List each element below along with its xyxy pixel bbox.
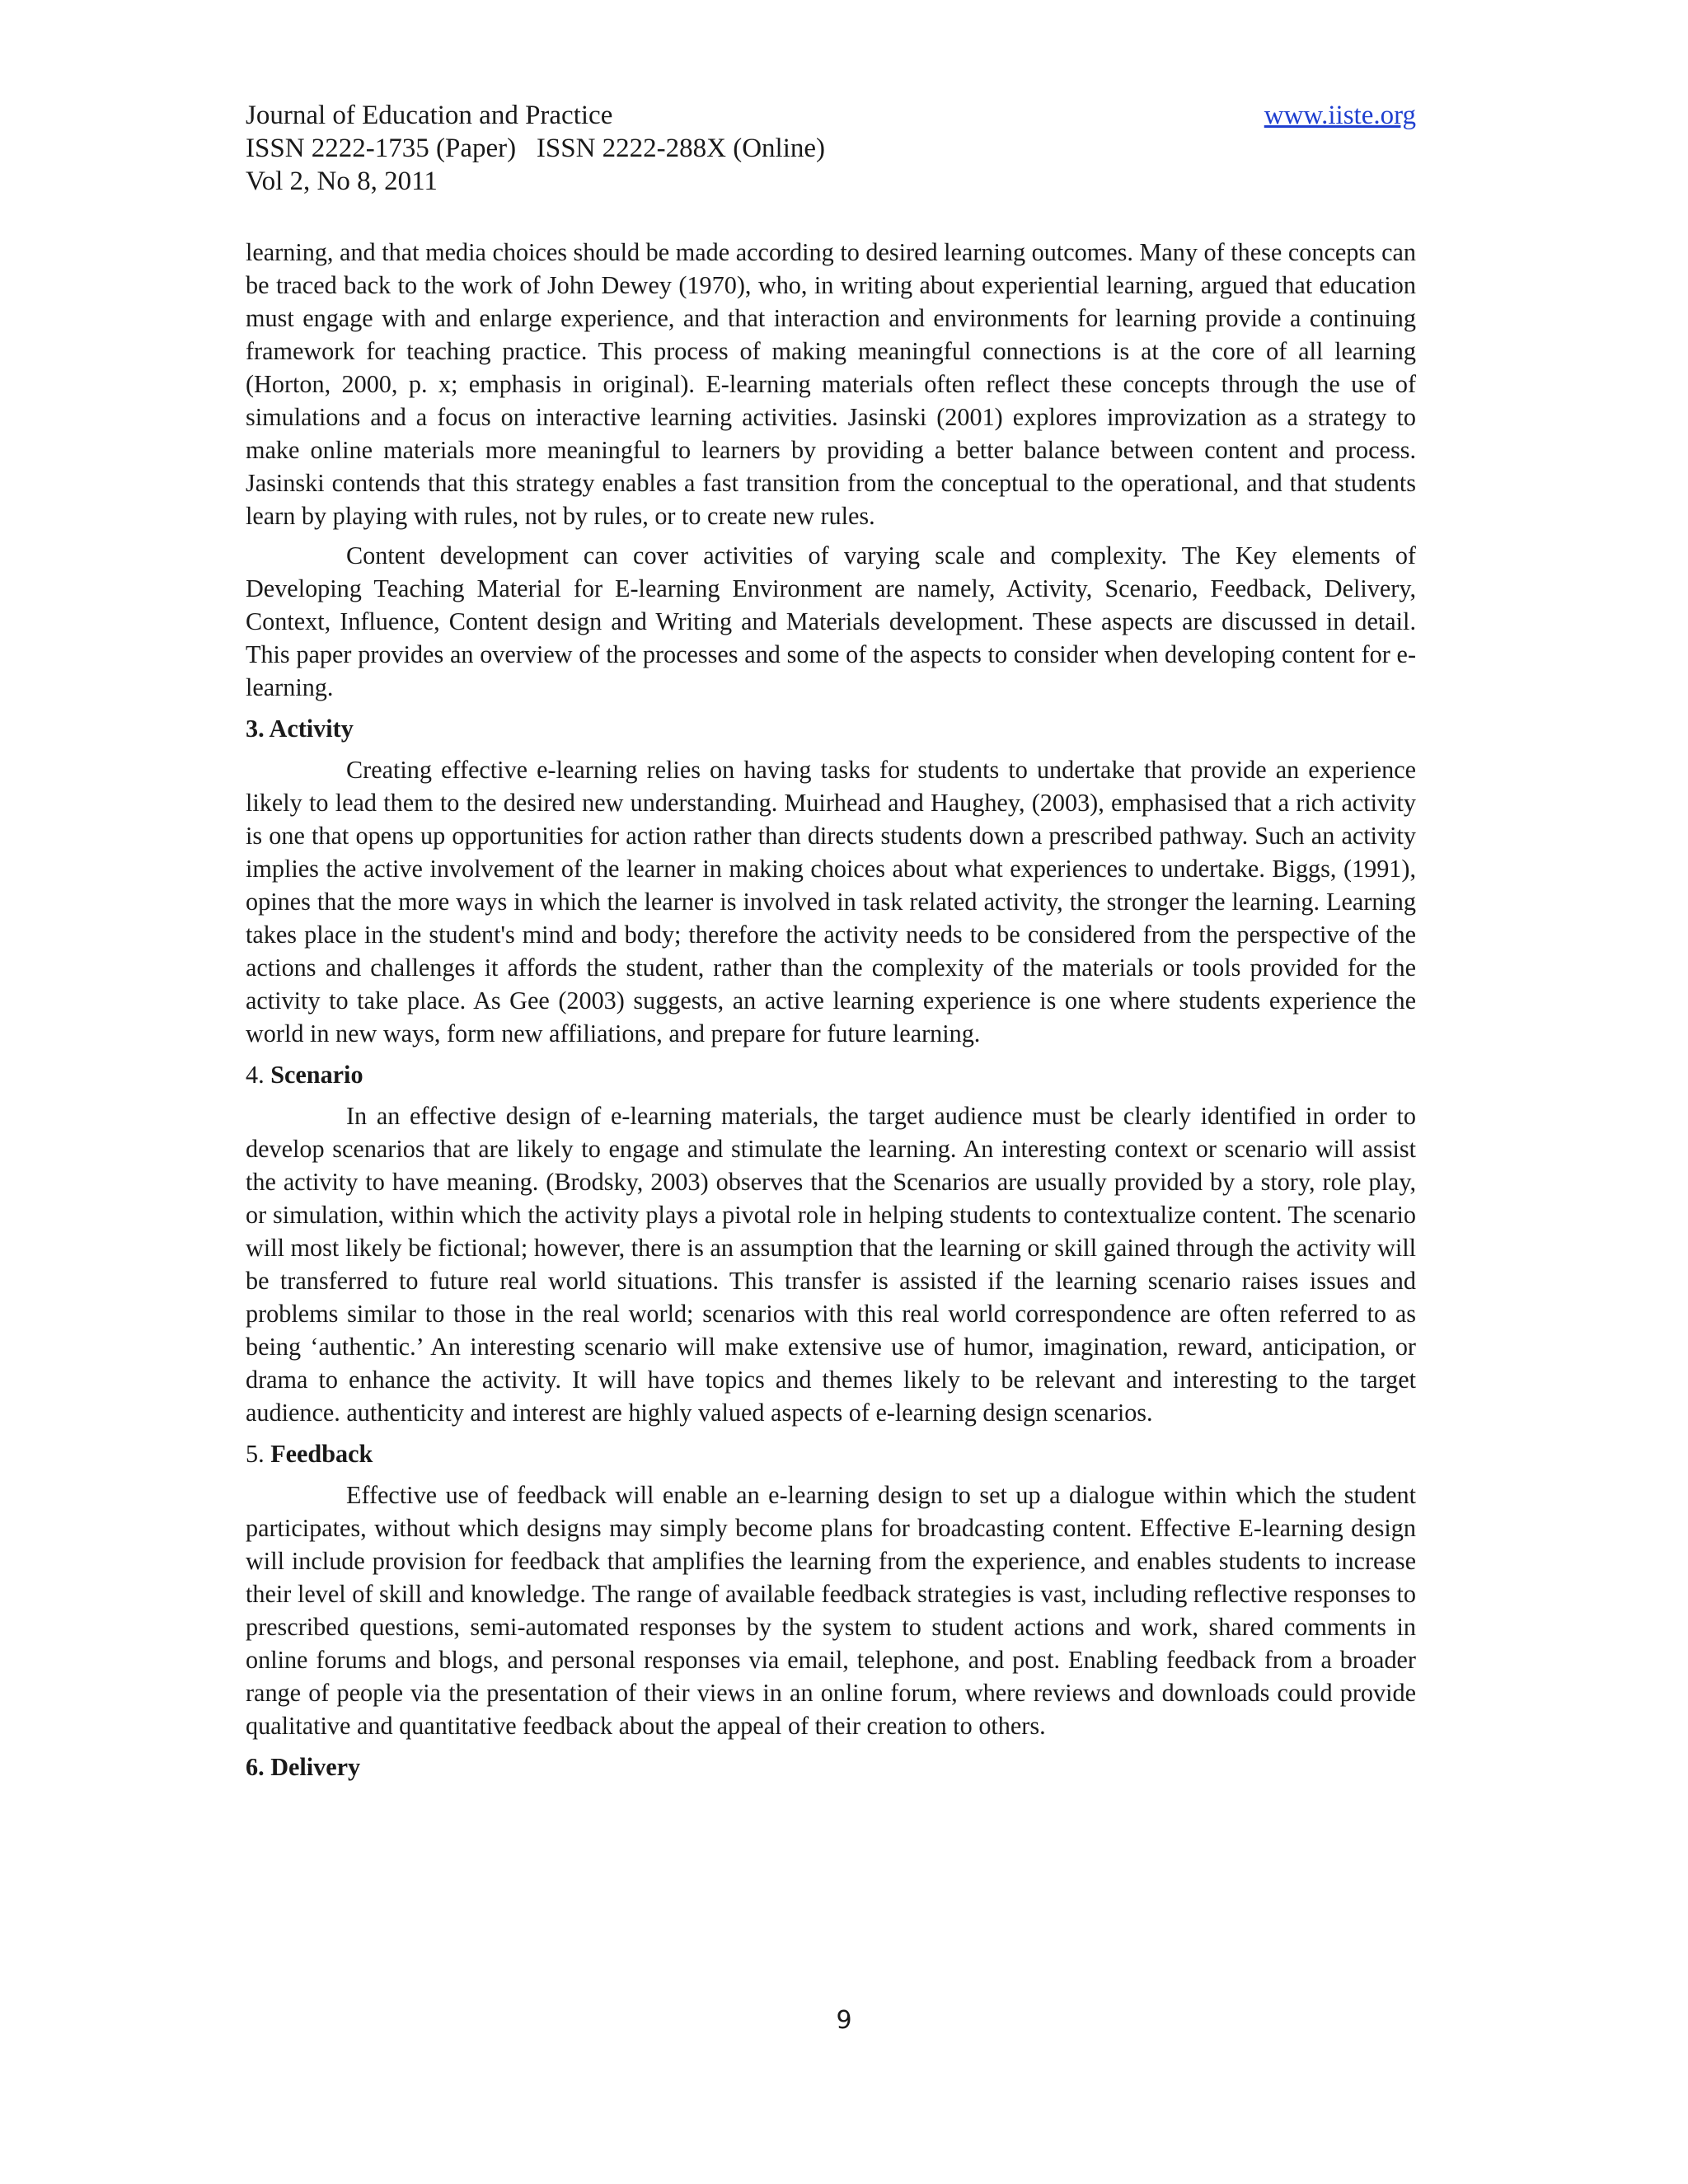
page-number: 9 (836, 2006, 852, 2035)
section-heading-activity (246, 712, 1416, 745)
section-heading-delivery (246, 1750, 1416, 1783)
section-title: Activity (269, 715, 354, 743)
page-header (246, 99, 1416, 198)
article-body (246, 236, 1416, 1792)
activity-paragraph: Creating effective e-learning relies on having tasks for students to undertake that provide an experience likely to lead them to the desired new understanding. Muirhead and Haughey, (2003), emphasised that a rich activity is one that opens up opportunities for action rather than directs students down a prescribed pathway. Such an activity implies the active involvement of the learner in making choices about what experiences to undertake. Biggs, (1991), opines that the more ways in which the learner is involved in task related activity, the stronger the learning. Learning takes place in the student's mind and body; therefore the activity needs to be considered from the perspective of the actions and challenges it affords the student, rather than the complexity of the materials or tools provided for the activity to take place. As Gee (2003) suggests, an active learning experience is one where students experience the world in new ways, form new affiliations, and prepare for future learning. (246, 756, 1416, 1047)
journal-website-link[interactable]: www.iiste.org (1264, 101, 1416, 130)
section-heading-feedback (246, 1437, 1416, 1470)
journal-title: Journal of Education and Practice (246, 101, 613, 130)
section-number: 4. (246, 1061, 265, 1089)
section-number: 3. (246, 715, 265, 743)
section-title: Delivery (270, 1753, 361, 1781)
scenario-paragraph: In an effective design of e-learning materials, the target audience must be clearly identified in order to develop scenarios that are likely to engage and stimulate the learning. An interesting context or scenario will assist the activity to have meaning. (Brodsky, 2003) observes that the Scenarios are usually provided by a story, role play, or simulation, within which the activity plays a pivotal role in helping students to contextualize content. The scenario will most likely be fictional; however, there is an assumption that the learning or skill gained through the activity will be transferred to future real world situations. This transfer is assisted if the learning scenario raises issues and problems similar to those in the real world; scenarios with this real world correspondence are often referred to as being ‘authentic.’ An interesting scenario will make extensive use of humor, imagination, reward, anticipation, or drama to enhance the activity. It will have topics and themes likely to be relevant and interesting to the target audience. authenticity and interest are highly valued aspects of e-learning design scenarios. (246, 1102, 1416, 1427)
issn-text: ISSN 2222-1735 (Paper) ISSN 2222-288X (Online) (246, 134, 826, 163)
volume-text: Vol 2, No 8, 2011 (246, 166, 438, 196)
feedback-paragraph: Effective use of feedback will enable an e-learning design to set up a dialogue within which the student participates, without which designs may simply become plans for broadcasting content. Effective E-learning design will include provision for feedback that amplifies the learning from the experience, and enables students to increase their level of skill and knowledge. The range of available feedback strategies is vast, including reflective responses to prescribed questions, semi-automated responses by the system to student actions and work, shared comments in online forums and blogs, and personal responses via email, telephone, and post. Enabling feedback from a broader range of people via the presentation of their views in an online forum, where reviews and downloads could provide qualitative and quantitative feedback about the appeal of their creation to others. (246, 1481, 1416, 1740)
header-volume (246, 165, 1416, 198)
intro-paragraph-1: learning, and that media choices should be made according to desired learning outcomes. Many of these concepts can be traced back to the work of John Dewey (1970), who, in writing about experiential learning, argued that education must engage with and enlarge experience, and that interaction and environments for learning provide a continuing framework for teaching practice. This process of making meaningful connections is at the core of all learning (Horton, 2000, p. x; emphasis in original). E-learning materials often reflect these concepts through the use of simulations and a focus on interactive learning activities. Jasinski (2001) explores improvization as a strategy to make online materials more meaningful to learners by providing a better balance between content and process. Jasinski contends that this strategy enables a fast transition from the conceptual to the operational, and that students learn by playing with rules, not by rules, or to create new rules. (246, 238, 1416, 530)
section-heading-scenario (246, 1058, 1416, 1091)
intro-paragraph-2: Content development can cover activities of varying scale and complexity. The Key elements of Developing Teaching Material for E-learning Environment are namely, Activity, Scenario, Feedback, Delivery, Context, Influence, Content design and Writing and Materials development. These aspects are discussed in detail. This paper provides an overview of the processes and some of the aspects to consider when developing content for e-learning. (246, 541, 1416, 701)
section-number: 6. (246, 1753, 265, 1781)
section-number: 5. (246, 1440, 265, 1468)
section-title: Scenario (270, 1061, 363, 1089)
header-row-1 (246, 99, 1416, 132)
header-issn (246, 132, 1416, 165)
section-title: Feedback (270, 1440, 373, 1468)
